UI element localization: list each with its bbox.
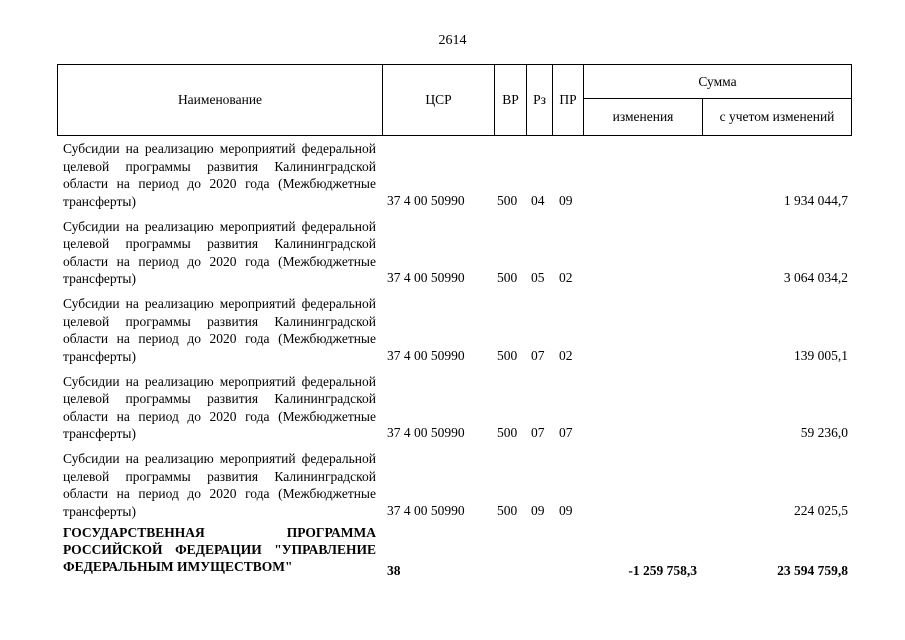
row-rz: 09 [531,502,545,518]
row-change: -1 259 758,3 [628,562,697,578]
row-csr: 37 4 00 50990 [387,502,465,518]
row-name: Субсидии на реализацию мероприятий федеральной целевой программы развития Калининградской области на период до 2020 года (Межбюджетные трансферты) [63,141,376,209]
row-total: 59 236,0 [800,425,848,440]
table-row [57,369,852,447]
row-total: 1 934 044,7 [783,192,848,208]
row-rz: 07 [531,347,545,363]
row-name: Субсидии на реализацию мероприятий федеральной целевой программы развития Калининградской области на период до 2020 года (Межбюджетные трансферты) [63,296,376,364]
table-row [57,214,852,292]
row-pr: 09 [559,192,573,208]
row-name: Субсидии на реализацию мероприятий федеральной целевой программы развития Калининградской области на период до 2020 года (Межбюджетные трансферты) [63,218,376,286]
header-changes: изменения [584,98,703,135]
row-vr: 500 [497,192,518,208]
row-vr: 500 [497,502,518,518]
row-pr: 02 [559,270,573,285]
row-total: 3 064 034,2 [783,270,848,285]
row-csr: 37 4 00 50990 [387,425,465,440]
budget-table [57,64,852,584]
table-total-row [57,524,852,584]
row-total: 139 005,1 [794,347,848,363]
table-row [57,291,852,369]
row-total: 224 025,5 [794,502,848,518]
header-with-changes: с учетом изменений [719,108,835,124]
table-header [57,64,852,136]
row-csr: 37 4 00 50990 [387,347,465,363]
row-pr: 02 [559,347,573,363]
row-vr: 500 [497,270,518,285]
row-pr: 09 [559,502,573,518]
header-name: Наименование [58,65,383,135]
row-pr: 07 [559,425,573,440]
row-rz: 05 [531,270,545,285]
row-name: ГОСУДАРСТВЕННАЯ ПРОГРАММА РОССИЙСКОЙ ФЕДЕРАЦИИ "УПРАВЛЕНИЕ ФЕДЕРАЛЬНЫМ ИМУЩЕСТВОМ" [63,524,376,574]
header-vr: ВР [495,65,527,135]
row-name: Субсидии на реализацию мероприятий федеральной целевой программы развития Калининградской области на период до 2020 года (Межбюджетные трансферты) [63,373,376,441]
header-rz: Рз [527,65,553,135]
table-row [57,446,852,524]
row-csr: 37 4 00 50990 [387,270,465,285]
row-rz: 04 [531,192,545,208]
row-csr: 38 [387,562,401,578]
header-pr: ПР [553,65,584,135]
header-summa: Сумма [584,65,851,99]
row-name: Субсидии на реализацию мероприятий федеральной целевой программы развития Калининградской области на период до 2020 года (Межбюджетные трансферты) [63,451,376,519]
table-row [57,136,852,214]
row-vr: 500 [497,425,518,440]
row-total: 23 594 759,8 [777,562,848,578]
row-rz: 07 [531,425,545,440]
table-body [57,136,852,584]
row-vr: 500 [497,347,518,363]
page-number: 2614 [438,33,467,48]
row-csr: 37 4 00 50990 [387,192,465,208]
header-csr: ЦСР [383,65,495,135]
